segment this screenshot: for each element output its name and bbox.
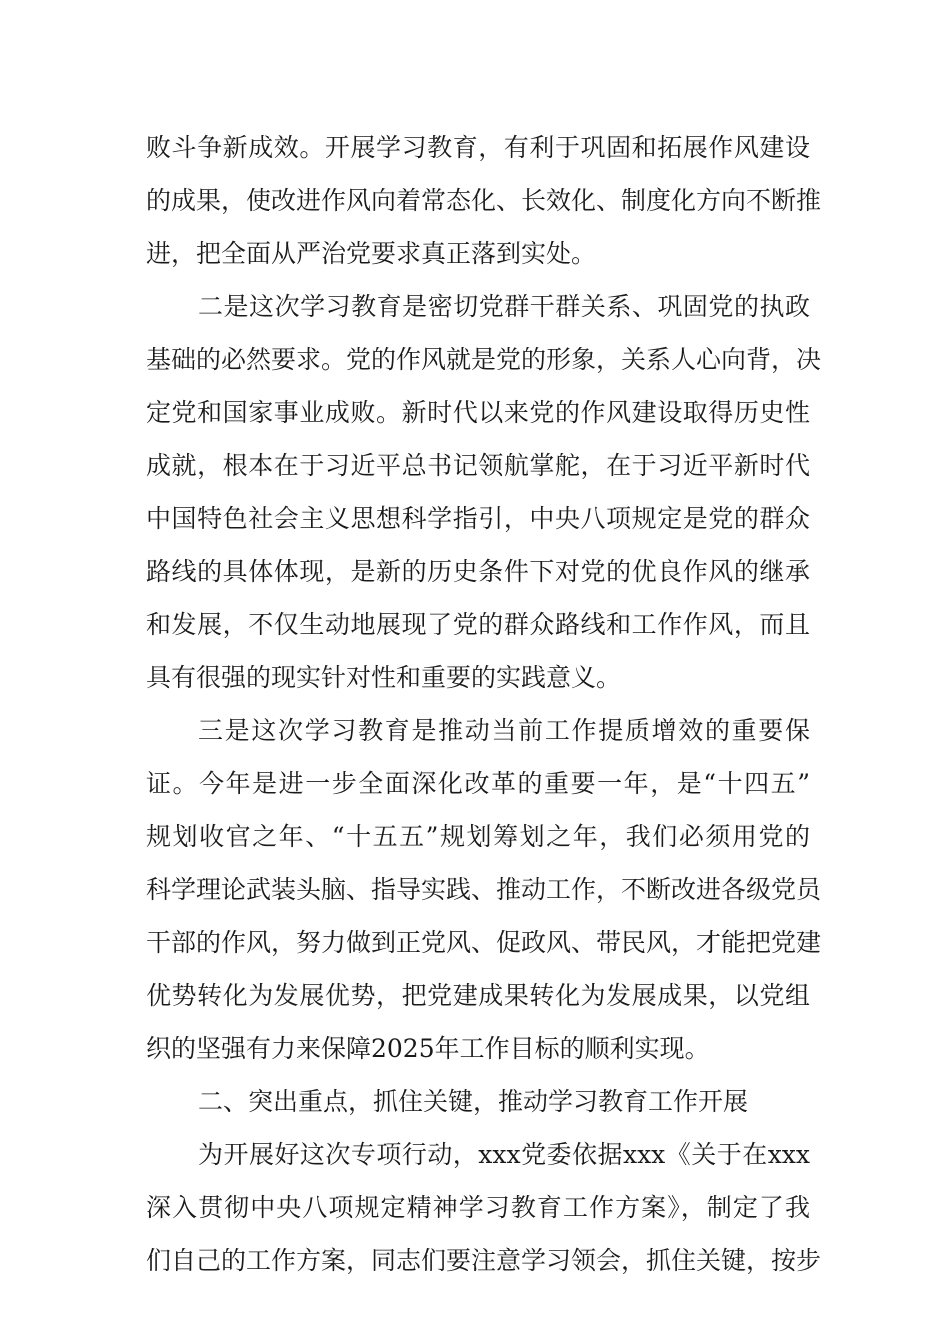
paragraph-point-three bbox=[146, 704, 822, 1075]
heading-text: 二、突出重点，抓住关键，推动学习教育工作开展 bbox=[198, 1087, 749, 1116]
section-heading bbox=[146, 1075, 810, 1128]
text-line: 们自己的工作方案，同志们要注意学习领会，抓住关键，按步 bbox=[146, 1246, 822, 1275]
text-line: 和发展，不仅生动地展现了党的群众路线和工作作风，而且 bbox=[146, 610, 810, 639]
text-line: 中国特色社会主义思想科学指引，中央八项规定是党的群众 bbox=[146, 504, 810, 533]
text-line: 优势转化为发展优势，把党建成果转化为发展成果，以党组 bbox=[146, 981, 810, 1010]
paragraph-work-plan bbox=[146, 1128, 822, 1287]
text-line: 证。今年是进一步全面深化改革的重要一年，是“十四五” bbox=[146, 769, 810, 798]
text-line: 路线的具体体现，是新的历史条件下对党的优良作风的继承 bbox=[146, 557, 810, 586]
text-line: 干部的作风，努力做到正党风、促政风、带民风，才能把党建 bbox=[146, 928, 822, 957]
text-line: 为开展好这次专项行动，xxx党委依据xxx《关于在xxx bbox=[198, 1140, 810, 1169]
text-line: 二是这次学习教育是密切党群干群关系、巩固党的执政 bbox=[198, 292, 810, 321]
text-line: 成就，根本在于习近平总书记领航掌舵，在于习近平新时代 bbox=[146, 451, 810, 480]
text-line: 的成果，使改进作风向着常态化、长效化、制度化方向不断推 bbox=[146, 186, 822, 215]
text-line: 深入贯彻中央八项规定精神学习教育工作方案》，制定了我 bbox=[146, 1193, 810, 1222]
text-line: 规划收官之年、“十五五”规划筹划之年，我们必须用党的 bbox=[146, 822, 810, 851]
text-line: 败斗争新成效。开展学习教育，有利于巩固和拓展作风建设 bbox=[146, 133, 810, 162]
paragraph-continuation bbox=[146, 121, 822, 280]
text-line: 进，把全面从严治党要求真正落到实处。 bbox=[146, 239, 597, 268]
text-line: 三是这次学习教育是推动当前工作提质增效的重要保 bbox=[198, 716, 810, 745]
text-line: 基础的必然要求。党的作风就是党的形象，关系人心向背，决 bbox=[146, 345, 822, 374]
text-line: 具有很强的现实针对性和重要的实践意义。 bbox=[146, 663, 622, 692]
text-line: 科学理论武装头脑、指导实践、推动工作，不断改进各级党员 bbox=[146, 875, 822, 904]
text-line: 织的坚强有力来保障2025年工作目标的顺利实现。 bbox=[146, 1034, 710, 1063]
document-body bbox=[146, 121, 822, 1287]
paragraph-point-two bbox=[146, 280, 822, 704]
text-line: 定党和国家事业成败。新时代以来党的作风建设取得历史性 bbox=[146, 398, 810, 427]
